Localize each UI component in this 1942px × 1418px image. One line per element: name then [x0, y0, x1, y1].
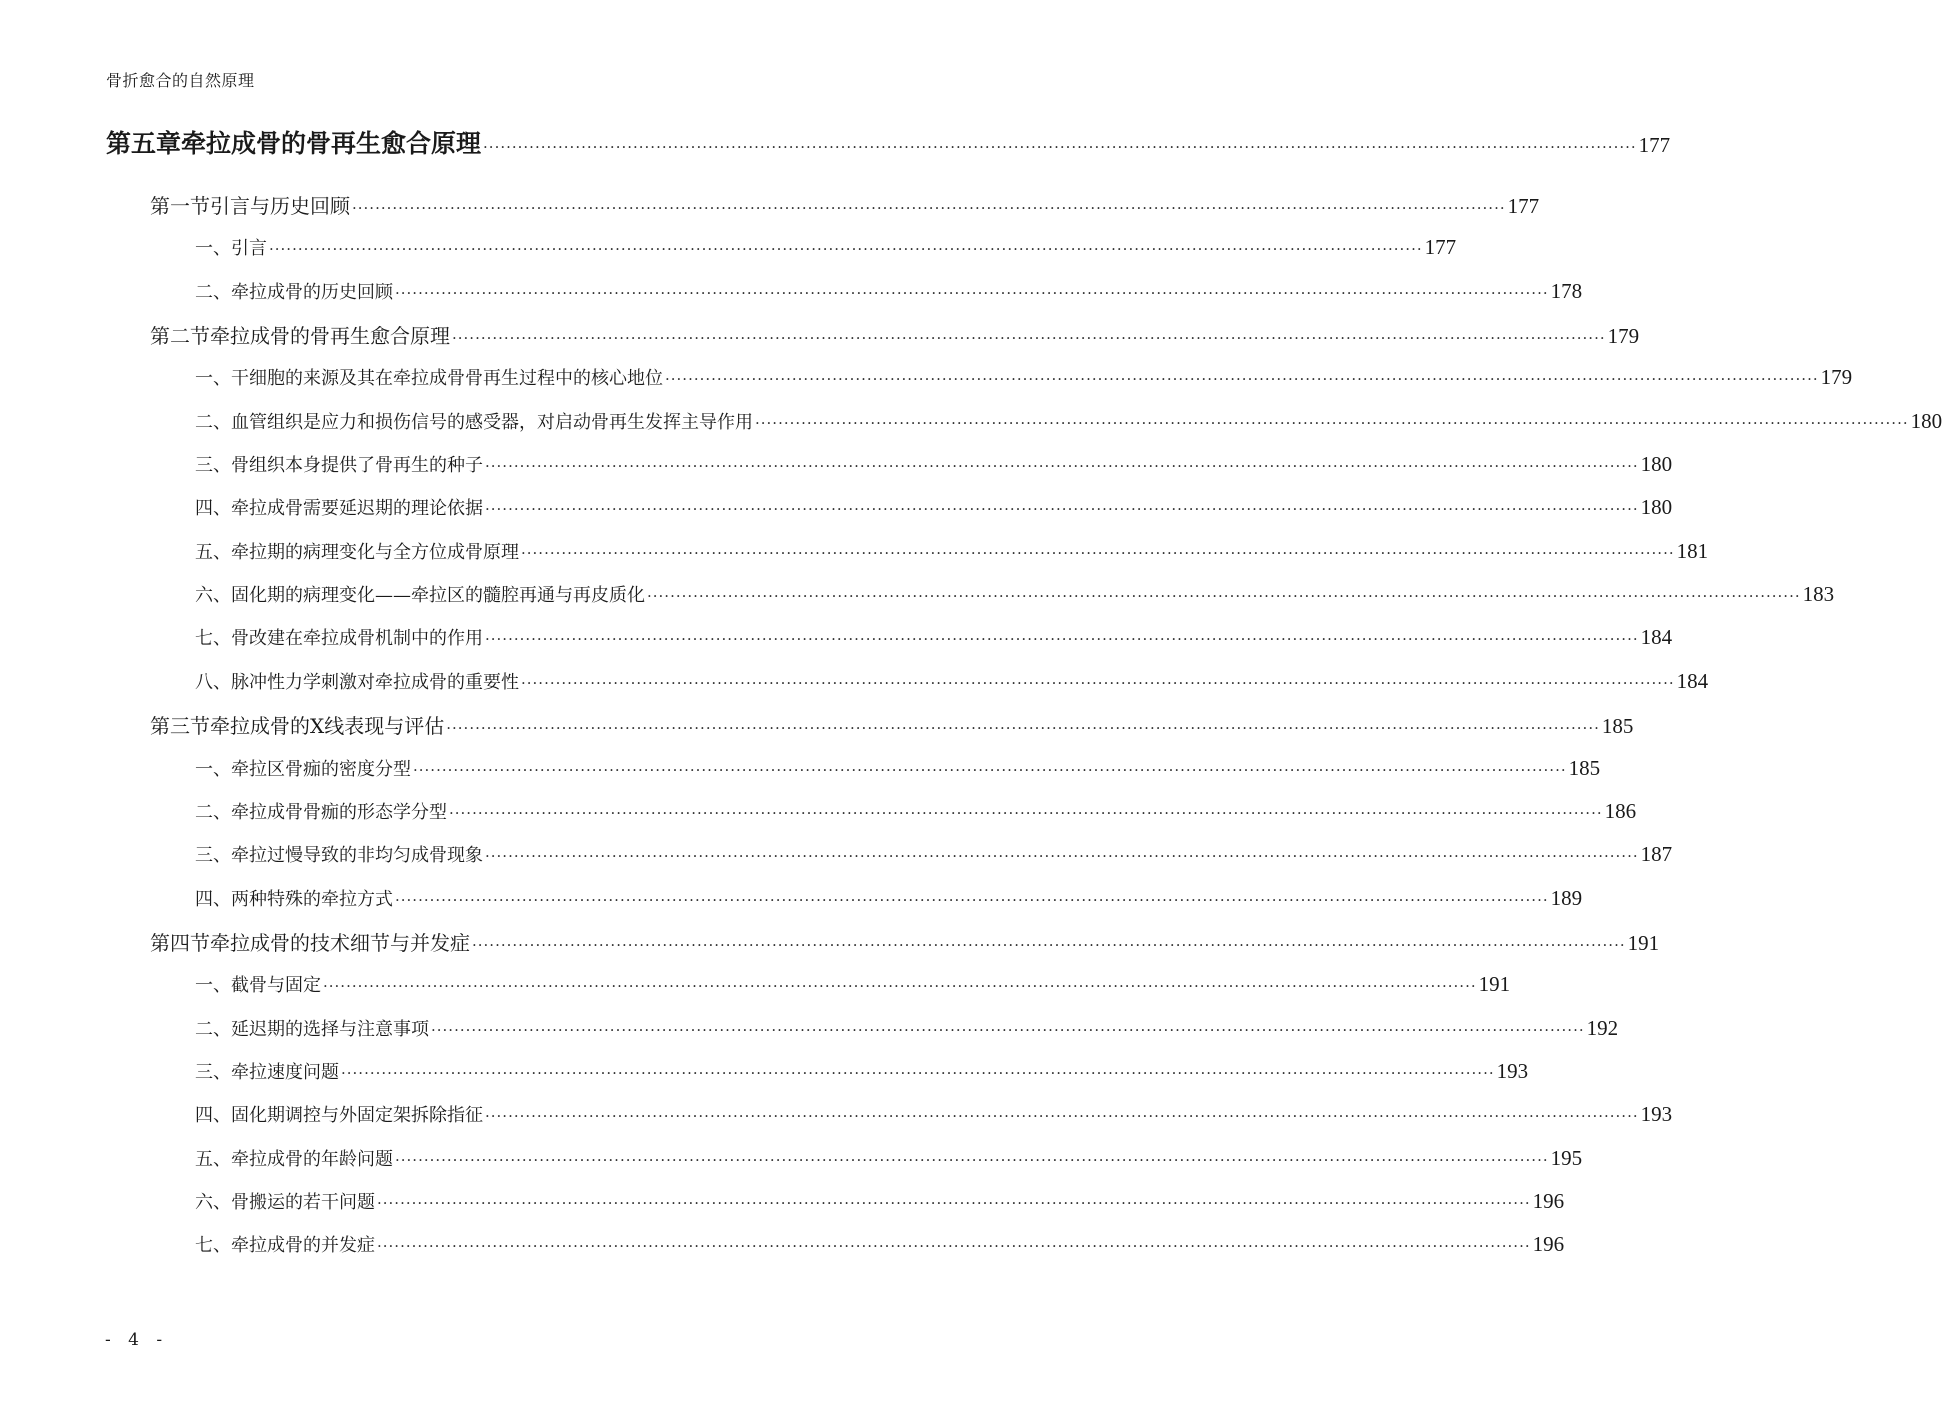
item-label: 四、两种特殊的牵拉方式 — [195, 889, 393, 910]
item-page: 193 — [1496, 1059, 1529, 1083]
leader-dots: ········································································································································································································ — [665, 370, 1819, 388]
item-page: 196 — [1532, 1232, 1565, 1256]
leader-dots: ········································································································································································································ — [449, 804, 1603, 822]
leader-dots: ········································································································································································································ — [341, 1064, 1495, 1082]
leader-dots: ········································································································································································································ — [431, 1021, 1585, 1039]
item-label: 五、牵拉期的病理变化与全方位成骨原理 — [195, 542, 519, 563]
leader-dots: ········································································································································································································ — [485, 847, 1639, 865]
item-label: 二、血管组织是应力和损伤信号的感受器，对启动骨再生发挥主导作用 — [195, 412, 753, 433]
leader-dots: ········································································································································································································ — [485, 630, 1639, 648]
item-page: 193 — [1640, 1102, 1673, 1126]
leader-dots: ········································································································································································································ — [755, 414, 1909, 432]
item-page: 184 — [1676, 669, 1709, 693]
leader-dots: ········································································································································································································ — [395, 891, 1549, 909]
toc-item-row[interactable] — [0, 664, 1709, 698]
leader-dots: ········································································································································································································ — [352, 198, 1506, 217]
toc-item-row[interactable] — [0, 577, 1835, 611]
leader-dots: ········································································································································································································ — [647, 587, 1801, 605]
chapter-title: 牵拉成骨的骨再生愈合原理 — [181, 129, 482, 158]
item-page: 178 — [1550, 279, 1583, 303]
item-page: 184 — [1640, 625, 1673, 649]
item-label: 四、牵拉成骨需要延迟期的理论依据 — [195, 498, 483, 519]
item-label: 四、固化期调控与外固定架拆除指征 — [195, 1105, 483, 1126]
item-page: 180 — [1910, 409, 1942, 433]
item-page: 191 — [1478, 972, 1511, 996]
toc-item-row[interactable] — [0, 1011, 1619, 1045]
section-title: 牵拉成骨的X线表现与评估 — [210, 713, 445, 738]
leader-dots: ········································································································································································································ — [323, 977, 1477, 995]
item-page: 195 — [1550, 1146, 1583, 1170]
toc-section-row[interactable] — [0, 924, 1660, 958]
leader-dots: ········································································································································································································ — [483, 138, 1637, 156]
running-head: 骨折愈合的自然原理 — [106, 71, 255, 90]
toc-item-row[interactable] — [0, 534, 1709, 568]
leader-dots: ········································································································································································································ — [395, 284, 1549, 302]
toc-item-row[interactable] — [0, 1227, 1565, 1261]
item-label: 一、引言 — [195, 238, 267, 259]
item-label: 二、延迟期的选择与注意事项 — [195, 1019, 429, 1040]
section-number: 第一节 — [150, 193, 210, 218]
item-page: 186 — [1604, 799, 1637, 823]
item-label: 二、牵拉成骨的历史回顾 — [195, 282, 393, 303]
toc-item-row[interactable] — [0, 1097, 1673, 1131]
toc-item-row[interactable] — [0, 490, 1673, 524]
item-label: 八、脉冲性力学刺激对牵拉成骨的重要性 — [195, 672, 519, 693]
section-page: 179 — [1607, 323, 1640, 348]
item-page: 180 — [1640, 452, 1673, 476]
item-label: 二、牵拉成骨骨痂的形态学分型 — [195, 802, 447, 823]
toc-section-row[interactable] — [0, 707, 1634, 741]
section-number: 第三节 — [150, 713, 210, 738]
item-page: 180 — [1640, 495, 1673, 519]
toc-item-row[interactable] — [0, 794, 1637, 828]
item-label: 一、干细胞的来源及其在牵拉成骨骨再生过程中的核心地位 — [195, 368, 663, 389]
item-page: 183 — [1802, 582, 1835, 606]
item-label: 一、截骨与固定 — [195, 975, 321, 996]
toc-item-row[interactable] — [0, 447, 1673, 481]
leader-dots: ········································································································································································································ — [485, 1107, 1639, 1125]
section-number: 第四节 — [150, 930, 210, 955]
toc-item-row[interactable] — [0, 751, 1601, 785]
toc-item-row[interactable] — [0, 1054, 1529, 1088]
toc-item-row[interactable] — [0, 274, 1583, 308]
item-page: 196 — [1532, 1189, 1565, 1213]
item-label: 三、牵拉过慢导致的非均匀成骨现象 — [195, 845, 483, 866]
leader-dots: ········································································································································································································ — [521, 674, 1675, 692]
toc-item-row[interactable] — [0, 230, 1457, 264]
leader-dots: ········································································································································································································ — [485, 457, 1639, 475]
leader-dots: ········································································································································································································ — [395, 1151, 1549, 1169]
item-page: 179 — [1820, 365, 1853, 389]
toc-item-row[interactable] — [0, 620, 1673, 654]
section-page: 191 — [1627, 930, 1660, 955]
toc-item-row[interactable] — [0, 404, 1942, 438]
toc-item-row[interactable] — [0, 360, 1853, 394]
section-title: 牵拉成骨的骨再生愈合原理 — [210, 323, 450, 348]
leader-dots: ········································································································································································································ — [377, 1237, 1531, 1255]
leader-dots: ········································································································································································································ — [269, 240, 1423, 258]
leader-dots: ········································································································································································································ — [521, 544, 1675, 562]
toc-section-row[interactable] — [0, 187, 1540, 221]
item-label: 五、牵拉成骨的年龄问题 — [195, 1149, 393, 1170]
section-page: 185 — [1601, 713, 1634, 738]
leader-dots: ········································································································································································································ — [472, 935, 1626, 954]
leader-dots: ········································································································································································································ — [377, 1194, 1531, 1212]
toc-item-row[interactable] — [0, 881, 1583, 915]
item-label: 三、牵拉速度问题 — [195, 1062, 339, 1083]
item-page: 192 — [1586, 1016, 1619, 1040]
item-page: 185 — [1568, 756, 1601, 780]
toc-item-row[interactable] — [0, 967, 1511, 1001]
item-label: 七、牵拉成骨的并发症 — [195, 1235, 375, 1256]
toc-item-row[interactable] — [0, 1141, 1583, 1175]
toc-section-row[interactable] — [0, 317, 1640, 351]
section-page: 177 — [1507, 193, 1540, 218]
leader-dots: ········································································································································································································ — [413, 761, 1567, 779]
item-page: 181 — [1676, 539, 1709, 563]
page-number: - 4 - — [105, 1330, 169, 1350]
section-number: 第二节 — [150, 323, 210, 348]
item-label: 六、骨搬运的若干问题 — [195, 1192, 375, 1213]
chapter-number: 第五章 — [106, 129, 182, 158]
toc-chapter-row[interactable] — [0, 125, 1671, 159]
leader-dots: ········································································································································································································ — [452, 328, 1606, 347]
item-page: 187 — [1640, 842, 1673, 866]
item-label: 七、骨改建在牵拉成骨机制中的作用 — [195, 628, 483, 649]
item-page: 189 — [1550, 886, 1583, 910]
leader-dots: ········································································································································································································ — [485, 500, 1639, 518]
item-label: 三、骨组织本身提供了骨再生的种子 — [195, 455, 483, 476]
item-page: 177 — [1424, 235, 1457, 259]
toc-item-row[interactable] — [0, 837, 1673, 871]
section-title: 牵拉成骨的技术细节与并发症 — [210, 930, 470, 955]
section-title: 引言与历史回顾 — [210, 193, 350, 218]
chapter-page: 177 — [1638, 133, 1671, 157]
item-label: 六、固化期的病理变化——牵拉区的髓腔再通与再皮质化 — [195, 585, 645, 606]
leader-dots: ········································································································································································································ — [446, 718, 1600, 737]
item-label: 一、牵拉区骨痂的密度分型 — [195, 759, 411, 780]
toc-item-row[interactable] — [0, 1184, 1565, 1218]
